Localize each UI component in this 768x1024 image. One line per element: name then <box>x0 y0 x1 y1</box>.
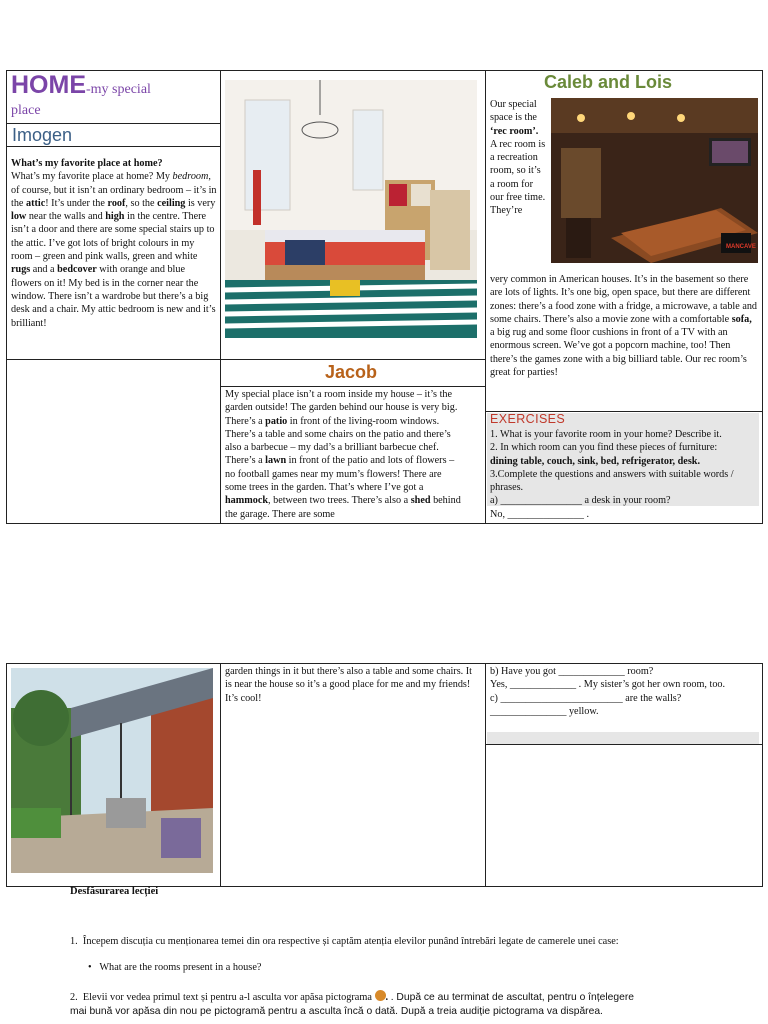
home-title: HOME <box>11 71 86 99</box>
home-subtitle-a: -my special <box>86 82 151 97</box>
jacob-continued-cell <box>220 663 486 887</box>
exercise-yellow-line: _______________ yellow. <box>490 705 599 717</box>
exercises-continued-cell <box>485 663 763 745</box>
home-subtitle-b: place <box>11 103 41 118</box>
exercise-yes-line: Yes, _____________ . My sister’s got her own room, too. <box>490 679 726 691</box>
caleb-text: very common in American houses. It’s in the basement so there are lots of lights. It’s one big, open space, but there are different zones: there’s a food zone with a fridge, a microwave, a table and some chairs. There’s also a movie zone with a comfortable sofa, a big rug and some floor cushions in front of a TV with an enormous screen. We’ve got a popcorn machine, too! Then there’s the games zone with a big billiard table. Our rec room’s great for parties! <box>490 274 758 379</box>
lesson-heading: Desfăsurarea lecției <box>70 886 159 897</box>
lesson-item-1: 1. Începem discuția cu menționarea temei din ora respective și captăm atenția elevilor punând întrebări legate de camerele unei case: <box>70 936 619 947</box>
caleb-name: Caleb and Lois <box>544 72 673 92</box>
jacob-name-cell <box>220 359 486 387</box>
jacob-text: My special place isn’t a room inside my house – it’s the garden outside! The garden behind our house is very big. There’s a patio in front of the living-room windows. There’s a table and some chairs on the patio and there’s also a barbecue – my dad’s a brilliant barbecue chef. There’s a lawn in front of the patio and lots of flowers – no football games near my mum’s flowers! There are some trees in the garden. That’s where I’ve got a hammock, between two trees. There’s also a shed behind the garage. There are some <box>225 389 461 520</box>
exercises-title: EXERCISES <box>490 412 566 426</box>
garden-photo-cell <box>6 663 221 887</box>
lesson-bullet: • What are the rooms present in a house? <box>88 962 262 973</box>
jacob-text-cell <box>220 386 486 524</box>
home-title-cell <box>6 70 221 124</box>
caleb-cell <box>485 70 763 412</box>
caleb-intro: Our special space is the ‘rec room’. A rec room is a recreation room, so it’s a room for our free time. They’re <box>490 99 546 217</box>
exercises-shading-2 <box>487 732 759 744</box>
exercise-c-line: c) ________________________ are the walls? <box>490 692 682 704</box>
speaker-icon[interactable] <box>375 990 386 1001</box>
tv-caption: MANCAVE <box>726 244 756 250</box>
exercises-cell <box>485 411 763 524</box>
exercise-q1: 1. What is your favorite room in your home? Describe it. <box>490 429 722 440</box>
exercise-q2-items: dining table, couch, sink, bed, refrigerator, desk. <box>490 455 700 467</box>
jacob-name: Jacob <box>325 362 378 382</box>
exercise-b-line: b) Have you got _____________ room? <box>490 666 654 677</box>
exercise-q2: 2. In which room can you find these pieces of furniture: <box>490 442 718 454</box>
exercises-text <box>490 428 758 521</box>
imogen-text-cell <box>6 146 221 360</box>
rec-room-photo <box>551 98 758 263</box>
empty-cell-left <box>6 359 221 524</box>
exercise-q3: 3.Complete the questions and answers with suitable words / phrases. <box>490 468 734 494</box>
imogen-name-cell <box>6 123 221 147</box>
bullet-dot: • <box>88 962 92 973</box>
garden-photo <box>11 668 213 873</box>
imogen-question: What’s my favorite place at home? <box>11 158 163 169</box>
lesson-item-2: 2. Elevii vor vedea primul text și pentru a-l asculta vor apăsa pictograma . . După ce au terminat de ascultat, pentru o înțelegere mai bună vor apăsa din nou pe pictogramă pentru a asculta încă o dată. După a treia audiție pictograma va dispărea. <box>70 992 634 1017</box>
exercises-continued-text <box>490 665 758 718</box>
bedroom-photo <box>225 80 477 338</box>
imogen-text: What’s my favorite place at home? What’s my favorite place at home? My bedroom, of course, but it isn’t an ordinary bedroom – it’s in the attic! It’s under the roof, so the ceiling is very low near the walls and high in the centre. There isn’t a door and there are some special stairs up to the attic. I’ve got lots of bright colours in my room – green and pink walls, green and white rugs and a bedcover with orange and blue flowers on it! My bed is in the corner near the window. There isn’t a wardrobe but there’s a big desk and a chair. My attic bedroom is new and it’s brilliant! <box>11 158 217 329</box>
exercise-a-line: a) ________________ a desk in your room? <box>490 495 671 507</box>
bedroom-photo-cell <box>220 70 486 360</box>
empty-cell-right <box>485 744 763 887</box>
exercise-no-line: No, _______________ . <box>490 508 590 520</box>
imogen-name: Imogen <box>12 125 73 145</box>
jacob-continued-text: garden things in it but there’s also a table and some chairs. It is near the house so it’s a good place for me and my friends! It’s cool! <box>225 666 472 704</box>
